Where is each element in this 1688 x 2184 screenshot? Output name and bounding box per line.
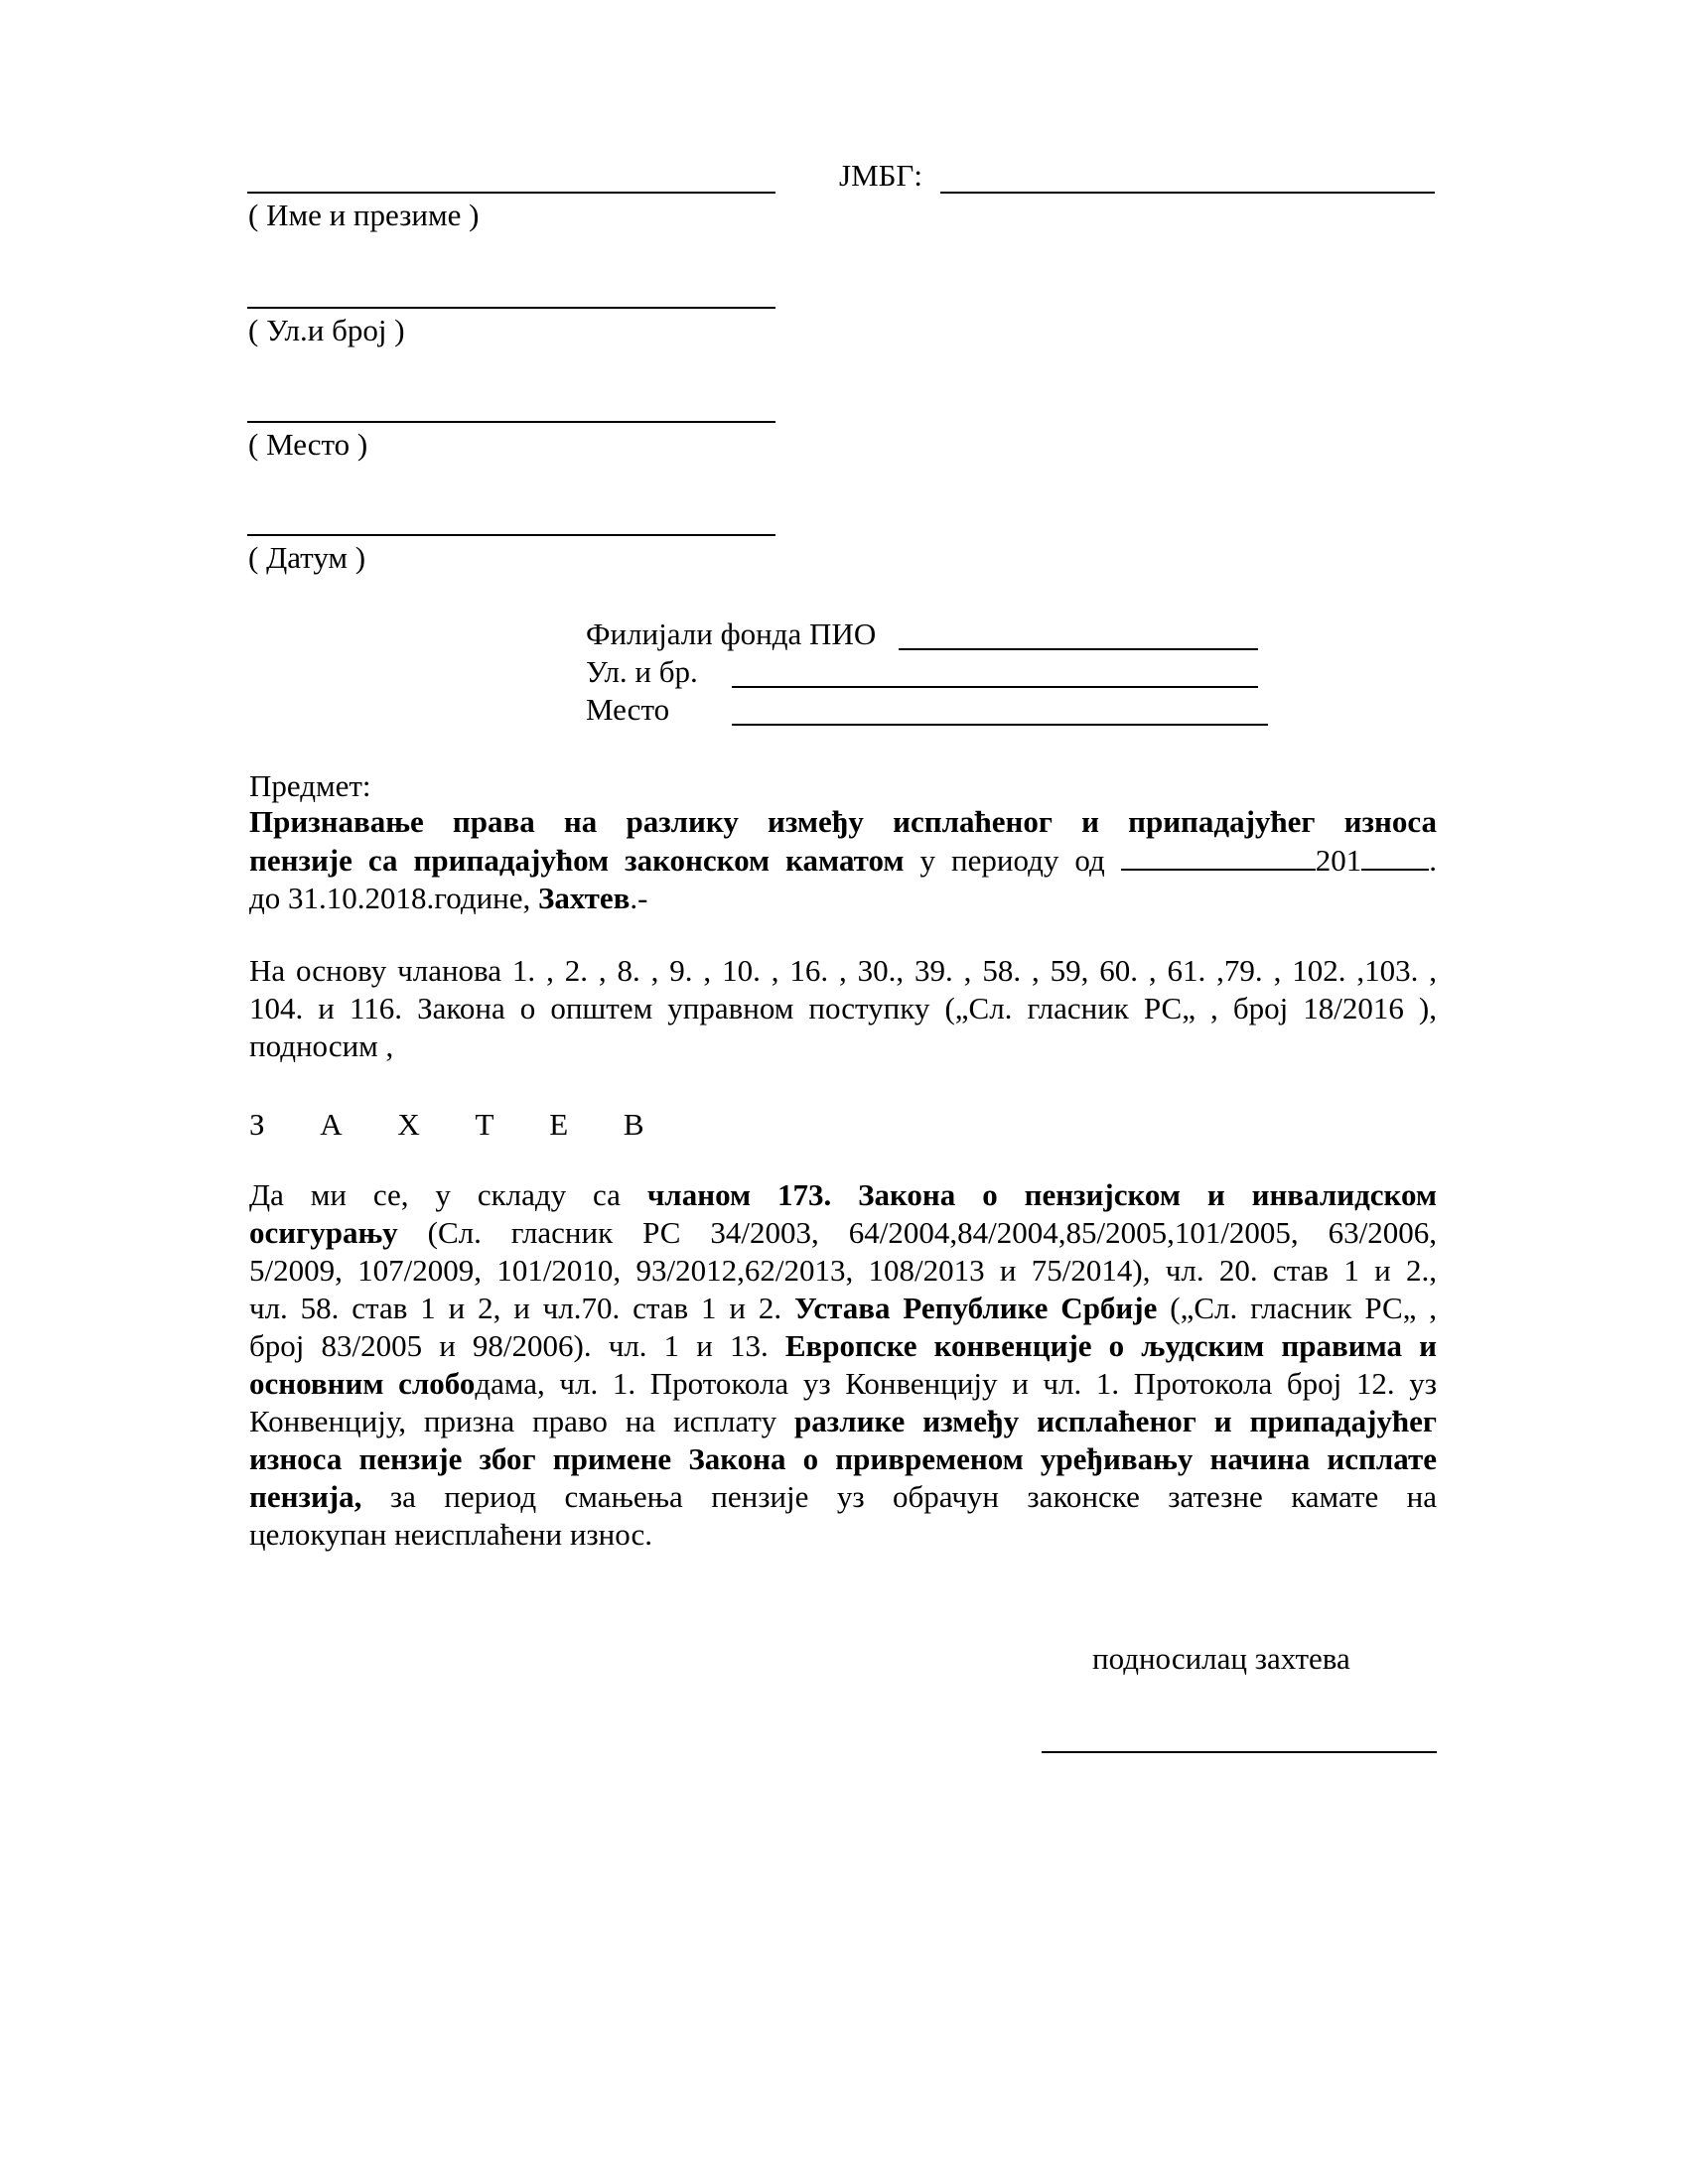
street-caption: ( Ул.и број ) <box>248 313 405 347</box>
req-r4-bold: Устава Републике Србије <box>793 1291 1158 1325</box>
request-body <box>249 1176 1437 1554</box>
subject-title-line1: Признавање права на разлику између исплаћеног и припадајућег износа <box>249 804 1437 839</box>
jmbg-field-line[interactable] <box>940 192 1435 194</box>
req-r4-normal: чл. 58. став 1 и 2, и чл.70. став 1 и 2. <box>249 1291 782 1325</box>
recipient-street-label: Ул. и бр. <box>586 654 698 689</box>
recipient-place-label: Место <box>586 692 670 727</box>
subject-request-word: Захтев <box>538 881 631 915</box>
period-from-blank[interactable] <box>1121 841 1316 871</box>
place-caption: ( Место ) <box>248 427 368 462</box>
req-r7-normal: Конвенцију, призна право на исплату <box>249 1404 777 1438</box>
req-r5-normal: број 83/2005 и 98/2006). чл. 1 и 13. <box>249 1328 769 1363</box>
street-field-line[interactable] <box>247 307 775 309</box>
signature-field-line[interactable] <box>1042 1751 1437 1753</box>
jmbg-label: ЈМБГ: <box>839 158 922 193</box>
req-r5-bold: Европске конвенције о људским правима и <box>784 1328 1437 1363</box>
req-r2-normal: (Сл. гласник РС 34/2003, 64/2004,84/2004,85/2005,101/2005, 63/2006, <box>427 1215 1438 1250</box>
req-r7-bold: разлике између исплаћеног и припадајућег <box>794 1404 1438 1438</box>
branch-field-line[interactable] <box>899 648 1258 650</box>
basis-block <box>249 952 1437 1065</box>
date-field-line[interactable] <box>247 534 775 536</box>
recipient-street-field-line[interactable] <box>732 686 1258 688</box>
req-r10: целокупан неисплаћени износ. <box>249 1517 653 1552</box>
period-year-prefix: 201 <box>1315 843 1362 878</box>
period-to-text: до 31.10.2018.године, <box>249 881 531 915</box>
subject-title-line2: пензије са припадајућом законском каматом <box>249 843 905 878</box>
branch-label: Филијали фонда ПИО <box>586 616 877 651</box>
period-dot: . <box>1429 843 1438 878</box>
period-from-label: у периоду од <box>919 843 1105 878</box>
req-r2-bold: осигурању <box>249 1215 398 1250</box>
period-year-blank[interactable] <box>1361 841 1429 871</box>
basis-line-3: подносим , <box>249 1028 394 1063</box>
recipient-place-field-line[interactable] <box>732 724 1268 726</box>
date-caption: ( Датум ) <box>248 540 366 575</box>
subject-block <box>249 803 1437 917</box>
req-r3: 5/2009, 107/2009, 101/2010, 93/2012,62/2013, 108/2013 и 75/2014), чл. 20. став 1 и 2., <box>249 1253 1437 1288</box>
name-caption: ( Име и презиме ) <box>248 198 480 232</box>
subject-end: .- <box>630 881 648 915</box>
basis-line-1: На основу чланова 1. , 2. , 8. , 9. , 10. , 16. , 30., 39. , 58. , 59, 60. , 61. ,79. , 102. ,103. , <box>249 953 1437 988</box>
req-r8-bold: износа пензије због примене Закона о привременом уређивању начина исплате <box>249 1441 1437 1476</box>
req-r4-end: („Сл. гласник РС„ , <box>1170 1291 1438 1325</box>
subject-label: Предмет: <box>249 768 371 803</box>
req-r9-normal: за период смањења пензије уз обрачун законске затезне камате на <box>389 1479 1437 1514</box>
basis-line-2: 104. и 116. Закона о општем управном поступку („Сл. гласник РС„ , број 18/2016 ), <box>249 991 1437 1025</box>
name-field-line[interactable] <box>247 192 775 194</box>
request-title: З А Х Т Е В <box>249 1107 668 1142</box>
req-r9-bold: пензија, <box>249 1479 362 1514</box>
req-r6-bold: основним слобо <box>249 1366 476 1401</box>
signature-label: подносилац захтева <box>1092 1641 1350 1676</box>
place-field-line[interactable] <box>247 421 775 423</box>
req-r6-normal: дама, чл. 1. Протокола уз Конвенцију и чл. 1. Протокола број 12. уз <box>475 1366 1438 1401</box>
req-r1-normal: Да ми се, у складу са <box>249 1177 621 1212</box>
req-r1-bold: чланом 173. Закона о пензијском и инвалидском <box>646 1177 1437 1212</box>
